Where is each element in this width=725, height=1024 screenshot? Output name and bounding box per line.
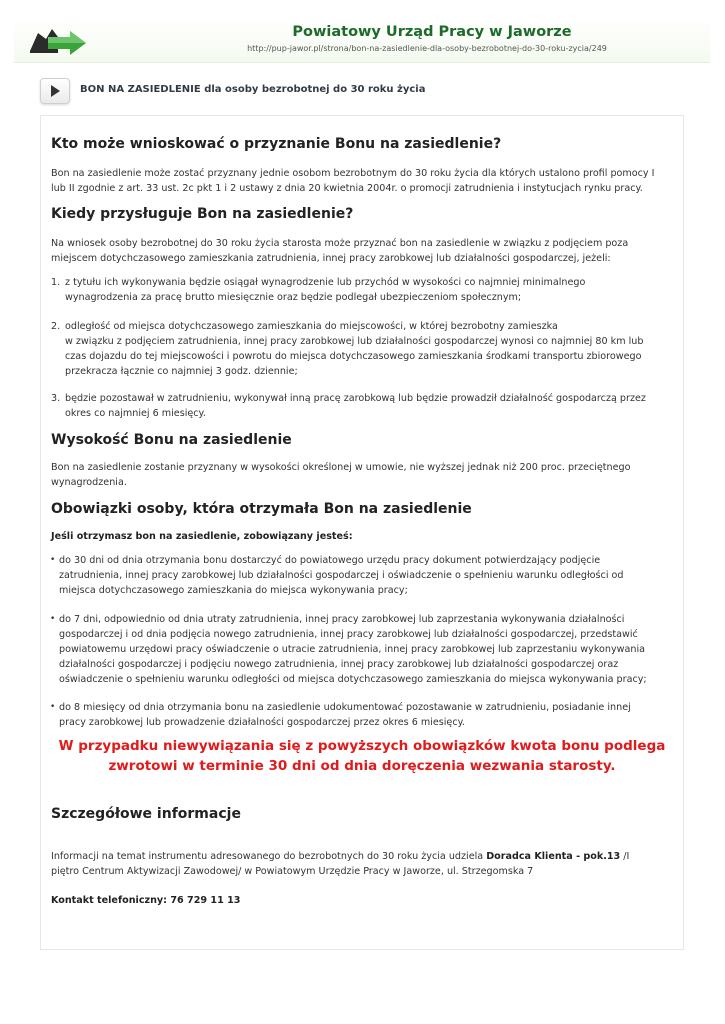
heading-amount: Wysokość Bonu na zasiedlenie <box>51 432 292 448</box>
list-item-line: do 7 dni, odpowiednio od dnia utraty zatrudnienia, innej pracy zarobkowej lub zaprzestania wykonywania działalności <box>59 614 625 625</box>
list-item-line: działalności gospodarczej i podjęciu nowego zatrudnienia, innej pracy zarobkowej lub działalności gospodarczej oraz <box>59 659 619 670</box>
page-title: BON NA ZASIEDLENIE dla osoby bezrobotnej do 30 roku życia <box>80 84 426 95</box>
page-url[interactable]: http://pup-jawor.pl/strona/bon-na-zasiedlenie-dla-osoby-bezrobotnej-do-30-roku-zycia/249 <box>247 44 607 53</box>
list-item-line: miejsca dotychczasowego zamieszkania do miejsca wykonywania pracy; <box>59 585 408 596</box>
list-item-line: okres co najmniej 6 miesięcy. <box>65 408 206 419</box>
list-item-line: przekracza łącznie co najmniej 3 godz. dziennie; <box>65 366 298 377</box>
warning-text: zwrotowi w terminie 30 dni od dnia doręczenia wezwania starosty. <box>108 758 616 774</box>
list-number: 2. <box>51 321 61 332</box>
list-item-line: odległość od miejsca dotychczasowego zamieszkania do miejscowości, w której bezrobotny zamieszka <box>65 321 558 332</box>
heading-who-can-apply: Kto może wnioskować o przyznanie Bonu na zasiedlenie? <box>51 136 502 152</box>
paragraph-line: Bon na zasiedlenie może zostać przyznany jednie osobom bezrobotnym do 30 roku życia dla których ustalono profil pomocy I <box>51 168 655 179</box>
list-item-line: zatrudnienia, innej pracy zarobkowej lub działalności gospodarczej i oświadczenie o spełnieniu warunku odległości od <box>59 570 624 581</box>
warning-text: W przypadku niewywiązania się z powyższych obowiązków kwota bonu podlega <box>58 738 666 754</box>
breadcrumb <box>40 78 680 104</box>
contact-phone: Kontakt telefoniczny: 76 729 11 13 <box>51 895 241 906</box>
list-item-line: oświadczenie o spełnieniu warunku odległości od miejsca dotychczasowego zamieszkania do miejsca wykonywania pracy; <box>59 674 647 685</box>
list-item-line: do 30 dni od dnia otrzymania bonu dostarczyć do powiatowego urzędu pracy dokument potwierdzający podjęcie <box>59 555 601 566</box>
bullet-icon: • <box>50 702 56 712</box>
obligations-intro: Jeśli otrzymasz bon na zasiedlenie, zobowiązany jesteś: <box>51 531 353 542</box>
list-item-line: w związku z podjęciem zatrudnienia, innej pracy zarobkowej lub działalności gospodarczej wynosi co najmniej 80 km lub <box>65 336 644 347</box>
content-card <box>40 115 684 950</box>
heading-when-granted: Kiedy przysługuje Bon na zasiedlenie? <box>51 206 354 222</box>
list-number: 1. <box>51 277 61 288</box>
list-item-line: gospodarczej i od dnia podjęcia nowego zatrudnienia, innej pracy zarobkowej lub działalności gospodarczej, przedstawić <box>59 629 638 640</box>
paragraph-line: Bon na zasiedlenie zostanie przyznany w wysokości określonej w umowie, nie wyższej jednak niż 200 proc. przeciętnego <box>51 462 631 473</box>
arrow-button[interactable] <box>40 78 70 104</box>
list-item-line: wynagrodzenia za pracę brutto miesięcznie oraz będzie podlegał ubezpieczeniom społecznym; <box>65 292 522 303</box>
list-item-line: pracy zarobkowej lub prowadzenie działalności gospodarczej przez okres 6 miesięcy. <box>59 717 465 728</box>
list-item-line: powiatowemu urzędowi pracy oświadczenie o utracie zatrudnienia, innej pracy zarobkowej lub zaprzestaniu wykonywania <box>59 644 646 655</box>
arrow-right-icon <box>49 84 61 98</box>
list-item-line: czas dojazdu do tej miejscowości i powrotu do miejsca dotychczasowego zamieszkania środkami transportu zbiorowego <box>65 351 642 362</box>
bullet-icon: • <box>50 555 56 565</box>
paragraph-line: lub II zgodnie z art. 33 ust. 2c pkt 1 i 2 ustawy z dnia 20 kwietnia 2004r. o promocji zatrudnienia i instytucjach rynku pracy. <box>51 183 643 194</box>
paragraph-line: piętro Centrum Aktywizacji Zawodowej/ w Powiatowym Urzędzie Pracy w Jaworze, ul. Strzegomska 7 <box>51 866 534 877</box>
page-header <box>14 18 710 63</box>
advisor-label: Doradca Klienta - pok.13 <box>486 851 621 862</box>
list-item-line: do 8 miesięcy od dnia otrzymania bonu na zasiedlenie udokumentować pozostawanie w zatrudnieniu, posiadanie innej <box>59 702 631 713</box>
site-title: Powiatowy Urząd Pracy w Jaworze <box>292 24 572 40</box>
heading-details: Szczegółowe informacje <box>51 806 241 822</box>
bullet-icon: • <box>50 614 56 624</box>
paragraph-line: wynagrodzenia. <box>51 477 127 488</box>
info-text: /I <box>620 851 630 862</box>
paragraph-line: Na wniosek osoby bezrobotnej do 30 roku życia starosta może przyznać bon na zasiedlenie w związku z podjęciem poza <box>51 238 629 249</box>
heading-obligations: Obowiązki osoby, która otrzymała Bon na zasiedlenie <box>51 501 472 517</box>
info-text: Informacji na temat instrumentu adresowanego do bezrobotnych do 30 roku życia udziela <box>51 851 487 862</box>
list-item-line: z tytułu ich wykonywania będzie osiągał wynagrodzenie lub przychód w wysokości co najmniej minimalnego <box>65 277 586 288</box>
info-paragraph <box>51 849 673 864</box>
paragraph-line: miejscem dotychczasowego zamieszkania zatrudnienia, innej pracy zarobkowej lub działalności gospodarczej, jeżeli: <box>51 253 611 264</box>
list-number: 3. <box>51 393 61 404</box>
list-item-line: będzie pozostawał w zatrudnieniu, wykonywał inną pracę zarobkową lub będzie prowadził działalność gospodarczą przez <box>65 393 646 404</box>
